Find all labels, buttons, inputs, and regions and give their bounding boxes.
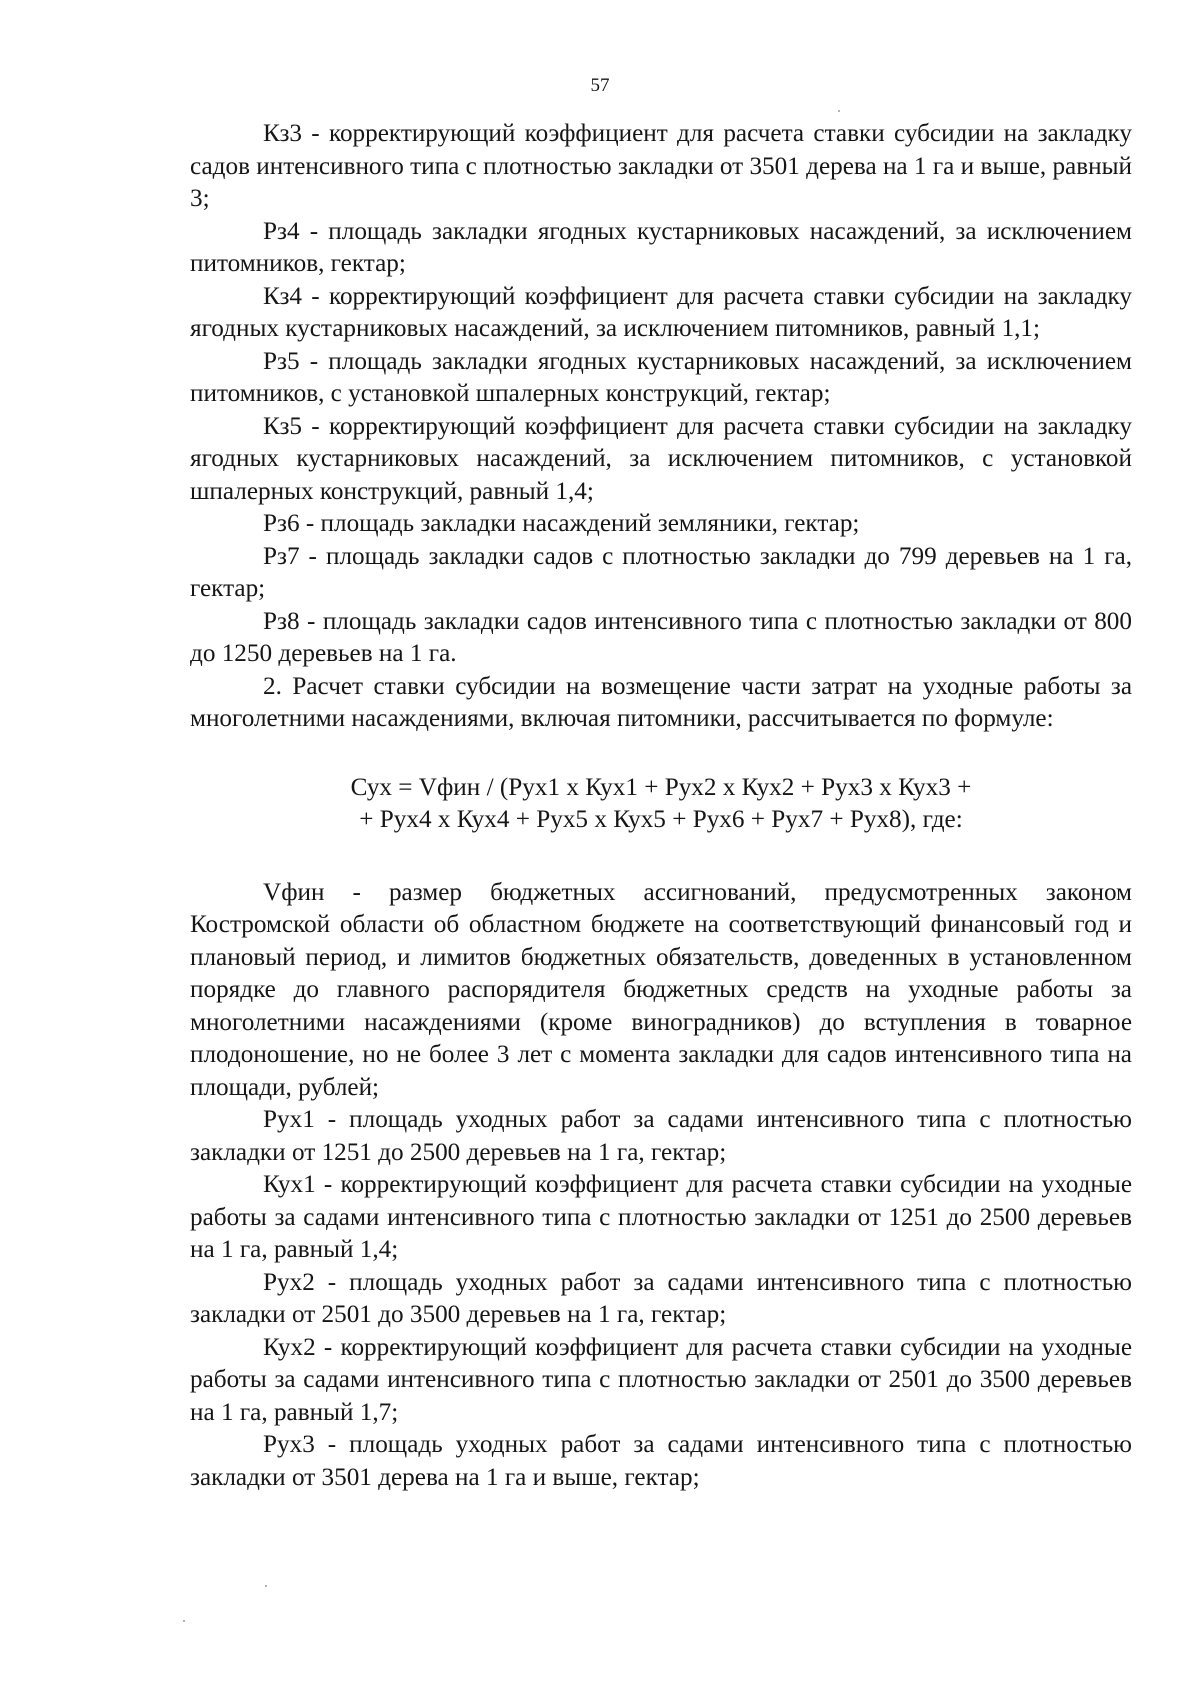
paragraph-rux1: Рух1 - площадь уходных работ за садами интенсивного типа с плотностью закладки от 1251 до 2500 деревьев на 1 га, гектар; <box>190 1106 1132 1166</box>
formula-line-1: Сух = Vфин / (Рух1 х Кух1 + Рух2 х Кух2 + Рух3 х Кух3 + <box>350 773 972 801</box>
formula-block <box>190 772 1132 837</box>
paragraph-section-2: 2. Расчет ставки субсидии на возмещение части затрат на уходные работы за многолетними насаждениями, включая питомники, рассчитывается по формуле: <box>190 672 1132 732</box>
paragraph-rux2: Рух2 - площадь уходных работ за садами интенсивного типа с плотностью закладки от 2501 до 3500 деревьев на 1 га, гектар; <box>190 1268 1132 1328</box>
paragraph-rz6: Рз6 - площадь закладки насаждений земляники, гектар; <box>263 510 860 537</box>
paragraph-rz5: Рз5 - площадь закладки ягодных кустарниковых насаждений, за исключением питомников, с установкой шпалерных конструкций, гектар; <box>190 347 1132 407</box>
paragraph-kz4: Кз4 - корректирующий коэффициент для расчета ставки субсидии на закладку ягодных кустарниковых насаждений, за исключением питомников, равный 1,1; <box>190 282 1132 342</box>
scan-speck <box>183 1620 185 1622</box>
paragraph-kz3: Кз3 - корректирующий коэффициент для расчета ставки субсидии на закладку садов интенсивного типа с плотностью закладки от 3501 дерева на 1 га и выше, равный 3; <box>190 120 1132 212</box>
paragraph-rz8: Рз8 - площадь закладки садов интенсивного типа с плотностью закладки от 800 до 1250 деревьев на 1 га. <box>190 607 1132 667</box>
paragraph-rz4: Рз4 - площадь закладки ягодных кустарниковых насаждений, за исключением питомников, гектар; <box>190 217 1132 277</box>
formula-line-2: + Рух4 х Кух4 + Рух5 х Кух5 + Рух6 + Рух7 + Рух8), где: <box>359 806 963 833</box>
paragraph-rz7: Рз7 - площадь закладки садов с плотностью закладки до 799 деревьев на 1 га, гектар; <box>190 542 1132 602</box>
page-number: 57 <box>590 75 610 96</box>
scan-speck <box>265 1585 267 1587</box>
paragraph-vfin: Vфин - размер бюджетных ассигнований, предусмотренных законом Костромской области об областном бюджете на соответствующий финансовый год и плановый период, и лимитов бюджетных обязательств, доведенных в установленном порядке до главного распорядителя бюджетных средств на уходные работы за многолетними насаждениями (кроме виноградников) до вступления в товарное плодоношение, но не более 3 лет с момента закладки для садов интенсивного типа на площади, рублей; <box>190 878 1132 1101</box>
paragraph-rux3: Рух3 - площадь уходных работ за садами интенсивного типа с плотностью закладки от 3501 дерева на 1 га и выше, гектар; <box>190 1431 1132 1491</box>
paragraph-kux2: Кух2 - корректирующий коэффициент для расчета ставки субсидии на уходные работы за садами интенсивного типа с плотностью закладки от 2501 до 3500 деревьев на 1 га, равный 1,7; <box>190 1333 1132 1426</box>
scan-speck <box>838 110 840 112</box>
paragraph-kz5: Кз5 - корректирующий коэффициент для расчета ставки субсидии на закладку ягодных кустарниковых насаждений, за исключением питомников, с установкой шпалерных конструкций, равный 1,4; <box>190 412 1132 505</box>
document-body <box>190 118 1132 1494</box>
paragraph-kux1: Кух1 - корректирующий коэффициент для расчета ставки субсидии на уходные работы за садами интенсивного типа с плотностью закладки от 1251 до 2500 деревьев на 1 га, равный 1,4; <box>190 1171 1132 1263</box>
